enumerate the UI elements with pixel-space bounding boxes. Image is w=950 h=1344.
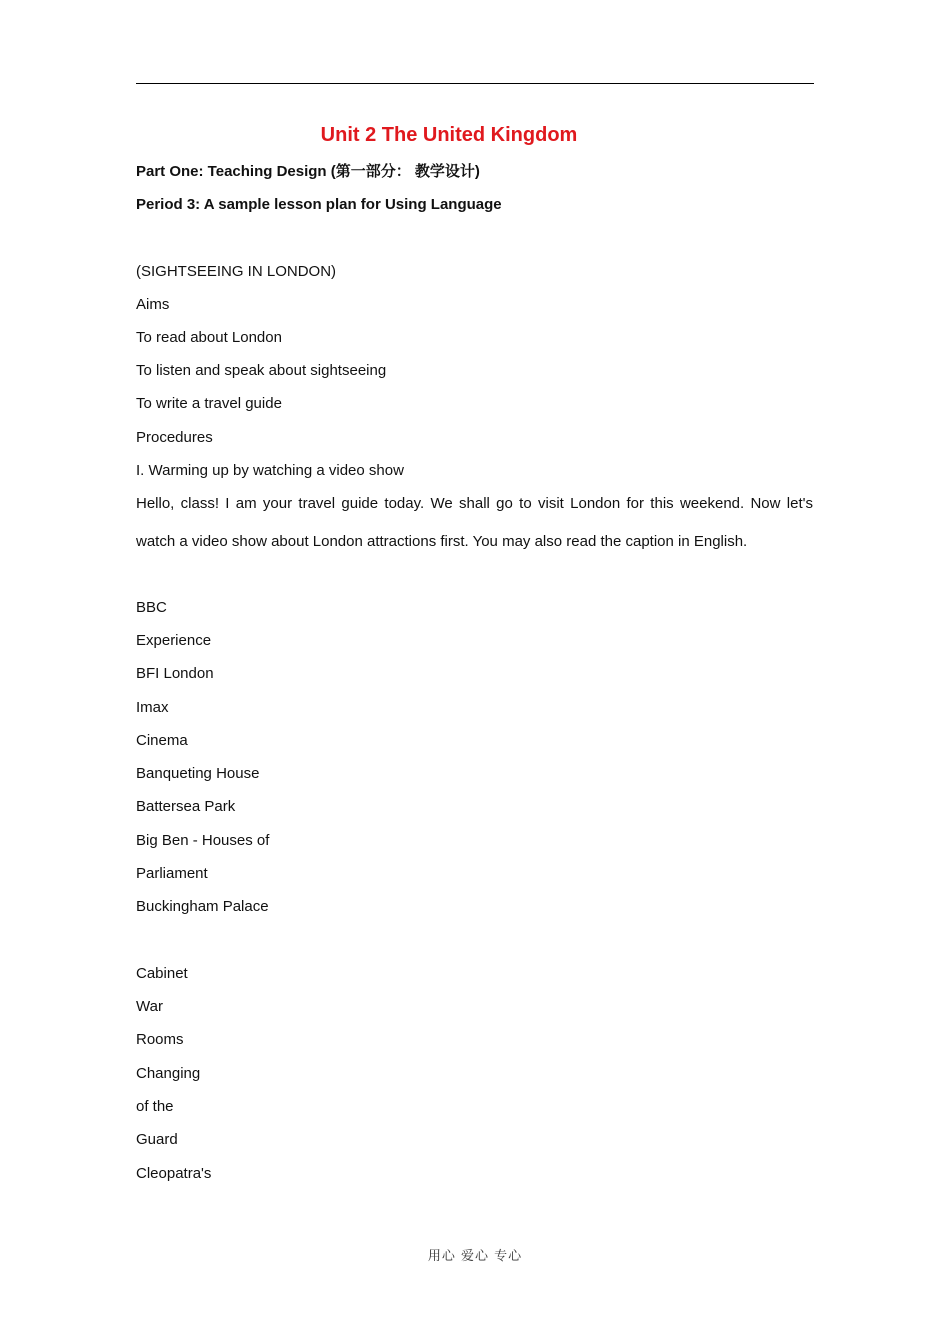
list-item: Battersea Park	[136, 798, 236, 815]
list-item: BFI London	[136, 665, 214, 682]
aim-item: To listen and speak about sightseeing	[136, 362, 387, 379]
page-footer: 用心 爱心 专心	[427, 1249, 523, 1264]
list-item: Guard	[136, 1131, 178, 1148]
document-title: Unit 2 The United Kingdom	[320, 124, 578, 146]
part-heading: Part One: Teaching Design (第一部分： 教学设计)	[136, 163, 480, 180]
step-heading: I. Warming up by watching a video show	[136, 462, 404, 479]
aim-item: To write a travel guide	[136, 395, 282, 412]
list-item: of the	[136, 1098, 174, 1115]
list-item: BBC	[136, 599, 167, 616]
list-item: Big Ben - Houses of	[136, 832, 270, 849]
paragraph-line: Hello, class! I am your travel guide today. We shall go to visit London for this weekend. Now let's	[136, 495, 813, 512]
list-item: Banqueting House	[136, 765, 260, 782]
period-heading: Period 3: A sample lesson plan for Using Language	[136, 196, 502, 213]
list-item: Rooms	[136, 1031, 184, 1048]
header-rule	[136, 83, 814, 84]
aim-item: To read about London	[136, 329, 282, 346]
list-item: Imax	[136, 699, 169, 716]
aims-heading: Aims	[136, 296, 170, 313]
list-item: Cleopatra's	[136, 1165, 212, 1182]
list-item: Buckingham Palace	[136, 898, 269, 915]
list-item: Parliament	[136, 865, 208, 882]
procedures-heading: Procedures	[136, 429, 213, 446]
list-item: Cinema	[136, 732, 188, 749]
list-item: Cabinet	[136, 965, 188, 982]
list-item: Changing	[136, 1065, 201, 1082]
list-item: Experience	[136, 632, 212, 649]
paragraph-line: watch a video show about London attractions first. You may also read the caption in English.	[136, 533, 748, 550]
list-item: War	[136, 998, 163, 1015]
section-caption: (SIGHTSEEING IN LONDON)	[136, 263, 337, 280]
